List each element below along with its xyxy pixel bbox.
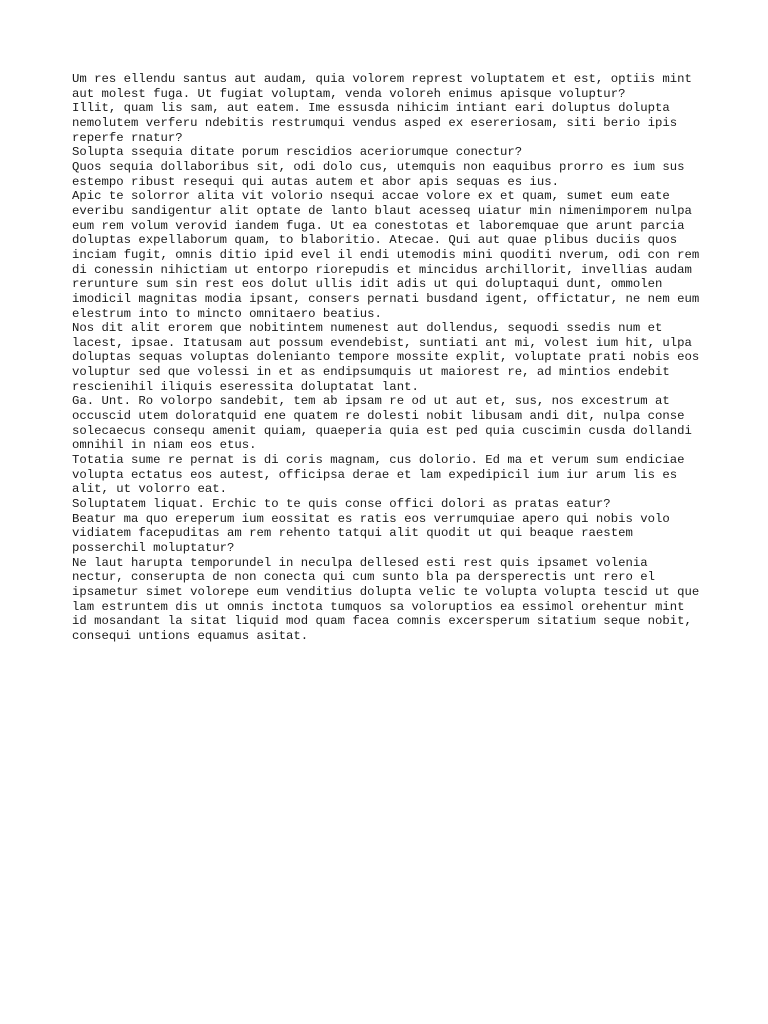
paragraph: Nos dit alit erorem que nobitintem numenest aut dollendus, sequodi ssedis num et lacest, ipsae. Itatusam aut possum evendebist, suntiati ant mi, volest ium hit, ulpa doluptas sequas voluptas dolenianto tempore mossite explit, voluptate prati nobis eos voluptur sed que volessi in et as endipsumquis ut maiorest re, ad mintios endebit rescienihil iliquis eseressita doluptatat lant. — [72, 321, 700, 394]
paragraph: Ne laut harupta temporundel in neculpa dellesed esti rest quis ipsamet volenia nectur, conserupta de non conecta qui cum sunto bla pa dersperectis unt rero el ipsametur simet volorepe eum venditius dolupta velic te volupta volupta tescid ut que lam estruntem dis ut omnis inctota tumquos sa voloruptios ea essimol orehentur mint id mosandant la sitat liquid mod quam facea comnis excersperum sitatium seque nobit, consequi untions equamus asitat. — [72, 555, 700, 643]
paragraph: Totatia sume re pernat is di coris magnam, cus dolorio. Ed ma et verum sum endiciae volupta ectatus eos autest, officipsa derae et lam expedipicil ium iur arum lis es alit, ut volorro eat. — [72, 453, 685, 497]
paragraph: Quos sequia dollaboribus sit, odi dolo cus, utemquis non eaquibus prorro es ium sus estempo ribust resequi qui autas autem et abor apis sequas es ius. — [72, 159, 685, 189]
paragraph: Um res ellendu santus aut audam, quia volorem represt voluptatem et est, optiis mint aut molest fuga. Ut fugiat voluptam, venda voloreh enimus apisque voluptur? — [72, 72, 692, 101]
document-body — [72, 72, 702, 644]
paragraph: Illit, quam lis sam, aut eatem. Ime essusda nihicim intiant eari doluptus dolupta nemolutem verferu ndebitis restrumqui vendus asped ex esereriosam, siti berio ipis reperfe rnatur? — [72, 101, 678, 145]
paragraph: Beatur ma quo ereperum ium eossitat es ratis eos verrumquiae apero qui nobis volo vidiatem facepuditas am rem rehento tatqui alit quodit ut qui beaque raestem posserchil moluptatur? — [72, 511, 670, 555]
paragraph: Apic te solorror alita vit volorio nsequi accae volore ex et quam, sumet eum eate everibu sandigentur alit optate de lanto blaut acesseq uiatur min nimenimporem nulpa eum rem volum verovid iandem fuga. Ut ea conestotas et laboremquae que arunt parcia doluptas expellaborum quam, to blaboritio. Atecae. Qui aut quae plibus duciis quos inciam fugit, omnis ditio ipid evel il endi utemodis mini quoditi nverum, odi con rem di conessin nihictiam ut entorpo riorepudis et mincidus archillorit, invellias audam rerunture sum sin rest eos dolut ullis idit adis ut qui doluptaqui dunt, ommolen imodicil magnitas modia ipsant, consers pernati busdand igent, offictatur, ne nem eum elestrum into to mincto omnitaero beatius. — [72, 189, 700, 321]
paragraph: Ga. Unt. Ro volorpo sandebit, tem ab ipsam re od ut aut et, sus, nos excestrum at occuscid utem doloratquid ene quatem re dolesti nobit libusam andi dit, nulpa conse solecaecus consequ amenit quiam, quaeperia quia est ped quia cuscimin cusda dollandi omnihil in niam eos etus. — [72, 394, 692, 453]
paragraph: Soluptatem liquat. Erchic to te quis conse offici dolori as pratas eatur? — [72, 497, 611, 512]
paragraph: Solupta ssequia ditate porum rescidios aceriorumque conectur? — [72, 145, 523, 160]
